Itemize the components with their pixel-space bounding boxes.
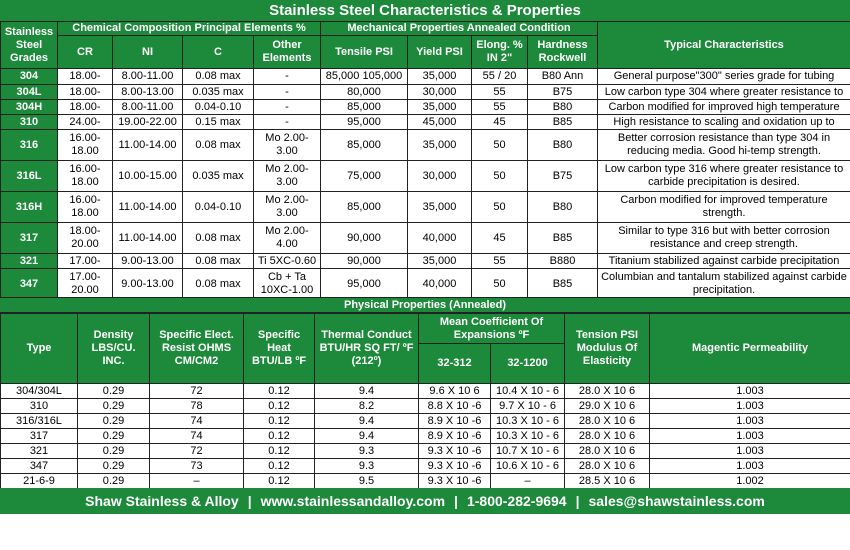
elong-cell: 55 [472, 254, 528, 269]
grade-cell: 310 [1, 115, 58, 130]
resist-cell: 72 [150, 384, 244, 399]
footer-company: Shaw Stainless & Alloy [85, 493, 239, 509]
exp1-header: 32-312 [419, 344, 491, 384]
magnetic-cell: 1.003 [650, 384, 850, 399]
grade-cell: 321 [1, 254, 58, 269]
tensile-cell: 80,000 [321, 85, 408, 100]
tension-cell: 28.0 X 10 6 [565, 444, 650, 459]
tension-cell: 29.0 X 10 6 [565, 399, 650, 414]
typical-header: Typical Characteristics [598, 22, 850, 69]
yield-cell: 35,000 [408, 100, 472, 115]
c-cell: 0.035 max [183, 161, 254, 192]
magnetic-cell: 1.003 [650, 429, 850, 444]
footer-email-link[interactable]: sales@shawstainless.com [588, 493, 765, 509]
tensile-cell: 85,000 [321, 130, 408, 161]
tension-cell: 28.0 X 10 6 [565, 384, 650, 399]
resist-cell: 78 [150, 399, 244, 414]
ni-cell: 8.00-11.00 [113, 100, 183, 115]
elong-header: Elong. % IN 2" [472, 36, 528, 69]
composition-row [1, 69, 850, 85]
ni-cell: 9.00-13.00 [113, 269, 183, 300]
elong-cell: 55 [472, 100, 528, 115]
typical-cell: High resistance to scaling and oxidation up to [598, 115, 850, 130]
density-cell: 0.29 [78, 459, 150, 474]
hardness-cell: B80 Ann [528, 69, 598, 85]
density-cell: 0.29 [78, 399, 150, 414]
exp1-cell: 9.3 X 10 -6 [419, 444, 491, 459]
heat-cell: 0.12 [244, 399, 315, 414]
thermal-cell: 9.3 [315, 444, 419, 459]
resist-header: Specific Elect. Resist OHMS CM/CM2 [150, 314, 244, 384]
exp1-cell: 9.3 X 10 -6 [419, 474, 491, 489]
grade-cell: 317 [1, 223, 58, 254]
typical-cell: General purpose"300" series grade for tubing [598, 69, 850, 85]
thermal-cell: 9.3 [315, 459, 419, 474]
cr-cell: 18.00- [58, 100, 113, 115]
type-cell: 21-6-9 [1, 474, 78, 489]
exp2-cell: 10.3 X 10 - 6 [491, 429, 565, 444]
heat-cell: 0.12 [244, 444, 315, 459]
grade-cell: 347 [1, 269, 58, 300]
footer-separator: | [247, 493, 252, 509]
exp2-cell: 10.4 X 10 - 6 [491, 384, 565, 399]
typical-cell: Columbian and tantalum stabilized against carbide precipitation. [598, 269, 850, 300]
c-cell: 0.035 max [183, 85, 254, 100]
yield-cell: 35,000 [408, 254, 472, 269]
other-cell: - [254, 85, 321, 100]
physical-row [1, 429, 850, 444]
hardness-cell: B75 [528, 85, 598, 100]
footer-separator: | [575, 493, 580, 509]
cr-cell: 18.00- [58, 85, 113, 100]
yield-cell: 45,000 [408, 115, 472, 130]
footer-separator: | [454, 493, 458, 509]
mech-group-header: Mechanical Properties Annealed Condition [321, 22, 598, 36]
footer-website-link[interactable]: www.stainlessandalloy.com [260, 493, 446, 509]
other-header: Other Elements [254, 36, 321, 69]
other-cell: - [254, 100, 321, 115]
type-cell: 317 [1, 429, 78, 444]
hardness-cell: B85 [528, 115, 598, 130]
footer-phone[interactable]: 1-800-282-9694 [466, 493, 567, 509]
ni-cell: 9.00-13.00 [113, 254, 183, 269]
composition-row [1, 269, 850, 300]
thermal-header: Thermal Conduct BTU/HR SQ FT/ ºF (212º) [315, 314, 419, 384]
cr-cell: 16.00- 18.00 [58, 161, 113, 192]
type-cell: 316/316L [1, 414, 78, 429]
exp2-cell: 10.6 X 10 - 6 [491, 459, 565, 474]
typical-cell: Low carbon type 304 where greater resistance to [598, 85, 850, 100]
exp2-cell: 9.7 X 10 - 6 [491, 399, 565, 414]
heat-cell: 0.12 [244, 474, 315, 489]
ni-cell: 11.00-14.00 [113, 130, 183, 161]
yield-cell: 40,000 [408, 223, 472, 254]
cr-cell: 18.00- 20.00 [58, 223, 113, 254]
exp2-cell: 10.7 X 10 - 6 [491, 444, 565, 459]
other-cell: Cb + Ta 10XC-1.00 [254, 269, 321, 300]
heat-header: Specific Heat BTU/LB ºF [244, 314, 315, 384]
elong-cell: 50 [472, 130, 528, 161]
magnetic-cell: 1.003 [650, 399, 850, 414]
expansion-header: Mean Coefficient Of Expansions ºF [419, 314, 565, 344]
elong-cell: 45 [472, 223, 528, 254]
c-cell: 0.08 max [183, 130, 254, 161]
other-cell: - [254, 115, 321, 130]
grade-cell: 316 [1, 130, 58, 161]
c-cell: 0.15 max [183, 115, 254, 130]
ni-header: NI [113, 36, 183, 69]
chem-group-header: Chemical Composition Principal Elements % [58, 22, 321, 36]
type-cell: 347 [1, 459, 78, 474]
elong-cell: 45 [472, 115, 528, 130]
yield-cell: 35,000 [408, 192, 472, 223]
magnetic-cell: 1.003 [650, 444, 850, 459]
thermal-cell: 8.2 [315, 399, 419, 414]
typical-cell: Better corrosion resistance than type 304 in reducing media. Good hi-temp strength. [598, 130, 850, 161]
ni-cell: 19.00-22.00 [113, 115, 183, 130]
heat-cell: 0.12 [244, 384, 315, 399]
composition-row [1, 85, 850, 100]
hardness-cell: B85 [528, 269, 598, 300]
hardness-cell: B80 [528, 192, 598, 223]
c-cell: 0.04-0.10 [183, 100, 254, 115]
physical-row [1, 384, 850, 399]
composition-row [1, 130, 850, 161]
type-cell: 321 [1, 444, 78, 459]
c-header: C [183, 36, 254, 69]
physical-row [1, 399, 850, 414]
thermal-cell: 9.5 [315, 474, 419, 489]
elong-cell: 55 / 20 [472, 69, 528, 85]
physical-row [1, 414, 850, 429]
physical-section-title: Physical Properties (Annealed) [0, 297, 850, 313]
typical-cell: Titanium stabilized against carbide precipitation [598, 254, 850, 269]
exp1-cell: 9.6 X 10 6 [419, 384, 491, 399]
tensile-cell: 95,000 [321, 115, 408, 130]
resist-cell: 74 [150, 429, 244, 444]
density-cell: 0.29 [78, 444, 150, 459]
type-cell: 310 [1, 399, 78, 414]
thermal-cell: 9.4 [315, 414, 419, 429]
tensile-cell: 85,000 105,000 [321, 69, 408, 85]
tensile-cell: 85,000 [321, 192, 408, 223]
density-cell: 0.29 [78, 474, 150, 489]
density-cell: 0.29 [78, 429, 150, 444]
cr-cell: 16.00- 18.00 [58, 192, 113, 223]
c-cell: 0.08 max [183, 254, 254, 269]
cr-header: CR [58, 36, 113, 69]
composition-row [1, 161, 850, 192]
grade-cell: 304L [1, 85, 58, 100]
physical-row [1, 474, 850, 489]
tension-cell: 28.0 X 10 6 [565, 429, 650, 444]
cr-cell: 16.00- 18.00 [58, 130, 113, 161]
elong-cell: 55 [472, 85, 528, 100]
magnetic-header: Magentic Permeability [650, 314, 850, 384]
physical-row [1, 459, 850, 474]
tension-cell: 28.5 X 10 6 [565, 474, 650, 489]
composition-row [1, 100, 850, 115]
tensile-header: Tensile PSI [321, 36, 408, 69]
heat-cell: 0.12 [244, 429, 315, 444]
elong-cell: 50 [472, 269, 528, 300]
composition-row [1, 192, 850, 223]
footer-bar [0, 488, 850, 514]
heat-cell: 0.12 [244, 414, 315, 429]
ni-cell: 11.00-14.00 [113, 192, 183, 223]
yield-cell: 35,000 [408, 130, 472, 161]
physical-table [0, 313, 850, 489]
composition-row [1, 254, 850, 269]
density-cell: 0.29 [78, 384, 150, 399]
tensile-cell: 95,000 [321, 269, 408, 300]
exp2-cell: – [491, 474, 565, 489]
c-cell: 0.08 max [183, 223, 254, 254]
grade-cell: 316H [1, 192, 58, 223]
thermal-cell: 9.4 [315, 429, 419, 444]
type-cell: 304/304L [1, 384, 78, 399]
other-cell: Mo 2.00- 3.00 [254, 161, 321, 192]
resist-cell: 73 [150, 459, 244, 474]
cr-cell: 18.00- [58, 69, 113, 85]
tension-cell: 28.0 X 10 6 [565, 459, 650, 474]
page-title: Stainless Steel Characteristics & Properties [0, 0, 850, 21]
exp2-header: 32-1200 [491, 344, 565, 384]
typical-cell: Carbon modified for improved high temperature [598, 100, 850, 115]
grade-cell: 316L [1, 161, 58, 192]
thermal-cell: 9.4 [315, 384, 419, 399]
grade-header: Stainless Steel Grades [1, 22, 58, 69]
cr-cell: 17.00- 20.00 [58, 269, 113, 300]
other-cell: Mo 2.00- 4.00 [254, 223, 321, 254]
exp2-cell: 10.3 X 10 - 6 [491, 414, 565, 429]
typical-cell: Similar to type 316 but with better corrosion resistance and creep strength. [598, 223, 850, 254]
heat-cell: 0.12 [244, 459, 315, 474]
density-header: Density LBS/CU. INC. [78, 314, 150, 384]
cr-cell: 17.00- [58, 254, 113, 269]
exp1-cell: 8.9 X 10 -6 [419, 414, 491, 429]
resist-cell: 72 [150, 444, 244, 459]
tensile-cell: 75,000 [321, 161, 408, 192]
ni-cell: 8.00-13.00 [113, 85, 183, 100]
hardness-cell: B85 [528, 223, 598, 254]
other-cell: Ti 5XC-0.60 [254, 254, 321, 269]
c-cell: 0.08 max [183, 69, 254, 85]
magnetic-cell: 1.003 [650, 459, 850, 474]
exp1-cell: 9.3 X 10 -6 [419, 459, 491, 474]
hardness-header: Hardness Rockwell [528, 36, 598, 69]
type-header: Type [1, 314, 78, 384]
hardness-cell: B75 [528, 161, 598, 192]
ni-cell: 11.00-14.00 [113, 223, 183, 254]
ni-cell: 10.00-15.00 [113, 161, 183, 192]
composition-row [1, 223, 850, 254]
tension-header: Tension PSI Modulus Of Elasticity [565, 314, 650, 384]
density-cell: 0.29 [78, 414, 150, 429]
yield-cell: 35,000 [408, 69, 472, 85]
cr-cell: 24.00- [58, 115, 113, 130]
composition-table [0, 21, 850, 300]
composition-row [1, 115, 850, 130]
tensile-cell: 85,000 [321, 100, 408, 115]
physical-row [1, 444, 850, 459]
other-cell: Mo 2.00- 3.00 [254, 192, 321, 223]
exp1-cell: 8.9 X 10 -6 [419, 429, 491, 444]
hardness-cell: B80 [528, 100, 598, 115]
resist-cell: 74 [150, 414, 244, 429]
resist-cell: – [150, 474, 244, 489]
other-cell: - [254, 69, 321, 85]
typical-cell: Carbon modified for improved temperature strength. [598, 192, 850, 223]
tensile-cell: 90,000 [321, 254, 408, 269]
tension-cell: 28.0 X 10 6 [565, 414, 650, 429]
other-cell: Mo 2.00- 3.00 [254, 130, 321, 161]
magnetic-cell: 1.002 [650, 474, 850, 489]
magnetic-cell: 1.003 [650, 414, 850, 429]
elong-cell: 50 [472, 161, 528, 192]
elong-cell: 50 [472, 192, 528, 223]
yield-cell: 40,000 [408, 269, 472, 300]
hardness-cell: B880 [528, 254, 598, 269]
grade-cell: 304 [1, 69, 58, 85]
yield-header: Yield PSI [408, 36, 472, 69]
c-cell: 0.04-0.10 [183, 192, 254, 223]
ni-cell: 8.00-11.00 [113, 69, 183, 85]
tensile-cell: 90,000 [321, 223, 408, 254]
yield-cell: 30,000 [408, 161, 472, 192]
exp1-cell: 8.8 X 10 -6 [419, 399, 491, 414]
grade-cell: 304H [1, 100, 58, 115]
typical-cell: Low carbon type 316 where greater resistance to carbide precipitation is desired. [598, 161, 850, 192]
yield-cell: 30,000 [408, 85, 472, 100]
hardness-cell: B80 [528, 130, 598, 161]
c-cell: 0.08 max [183, 269, 254, 300]
